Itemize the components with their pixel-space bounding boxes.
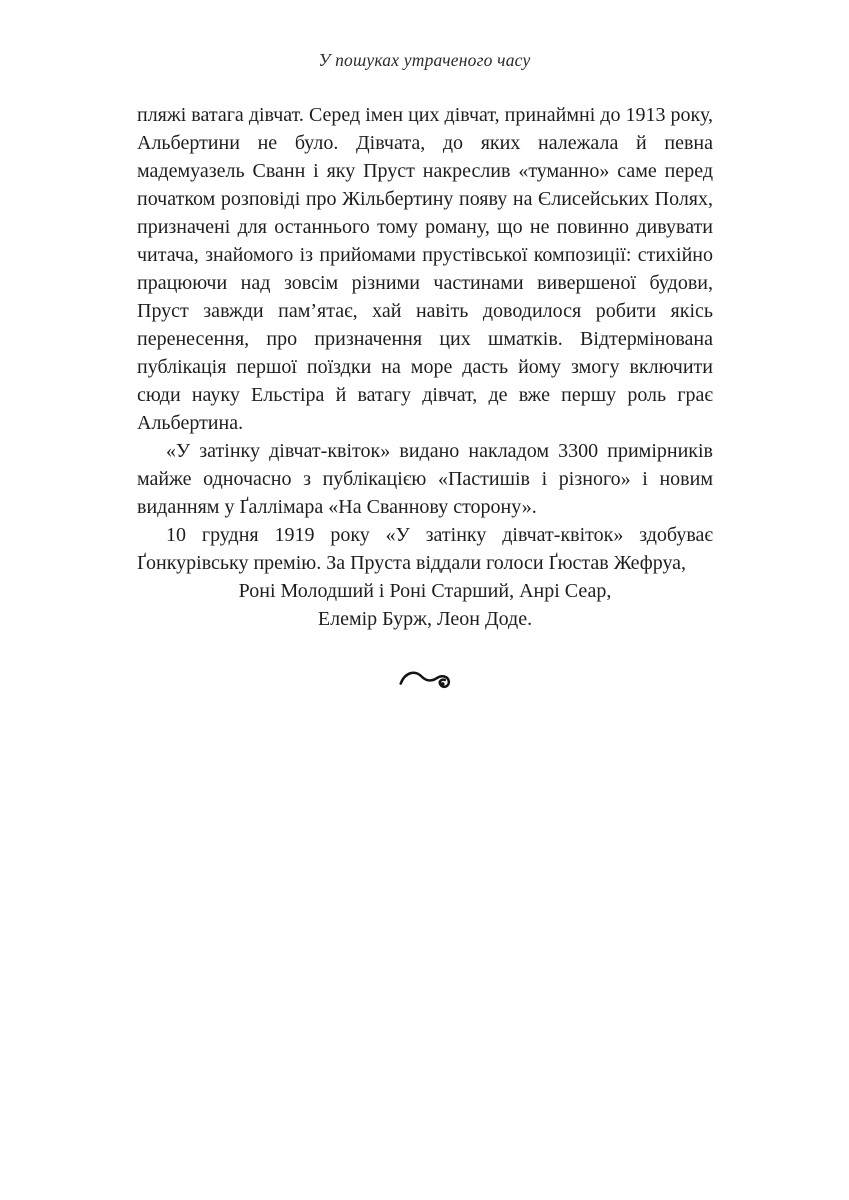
calligraphic-swash-icon	[398, 668, 452, 690]
paragraph-publication: «У затінку дівчат-квіток» видано накладом 3300 примірників майже одночасно з публікацією «Пастишів і різного» і новим виданням у Ґаллімара «На Сваннову сторону».	[137, 440, 713, 518]
paragraph-goncourt: 10 грудня 1919 року «У затінку дівчат-квіток» здобуває Ґонкурівську премію. За Пруста віддали голоси Ґюстав Жефруа,	[137, 524, 713, 574]
centered-line-jury-1: Роні Молодший і Роні Старший, Анрі Сеар,	[238, 580, 612, 602]
end-of-section-ornament	[137, 665, 713, 693]
paragraph-continuation: пляжі ватага дівчат. Серед імен цих дівчат, принаймні до 1913 року, Альбертини не було. Дівчата, до яких належала й певна мадемуазель Сванн і яку Пруст накреслив «туманно» саме перед початком розповіді про Жільбертину появу на Єлисейських Полях, призначені для останнього тому роману, що не повинно дивувати читача, знайомого із прийомами прустівської композиції: стихійно працюючи над зовсім різними частинами вивершеної будови, Пруст завжди пам’ятає, хай навіть доводилося робити якісь перенесення, про призначення цих шматків. Відтермінована публікація першої поїздки на море дасть йому змогу включити сюди науку Ельстіра й ватагу дівчат, де вже першу роль грає Альбертина.	[137, 104, 713, 434]
running-header: У пошуках утраченого часу	[318, 50, 531, 70]
text-block	[137, 101, 713, 693]
centered-line-jury-2: Елемір Бурж, Леон Доде.	[317, 608, 533, 630]
